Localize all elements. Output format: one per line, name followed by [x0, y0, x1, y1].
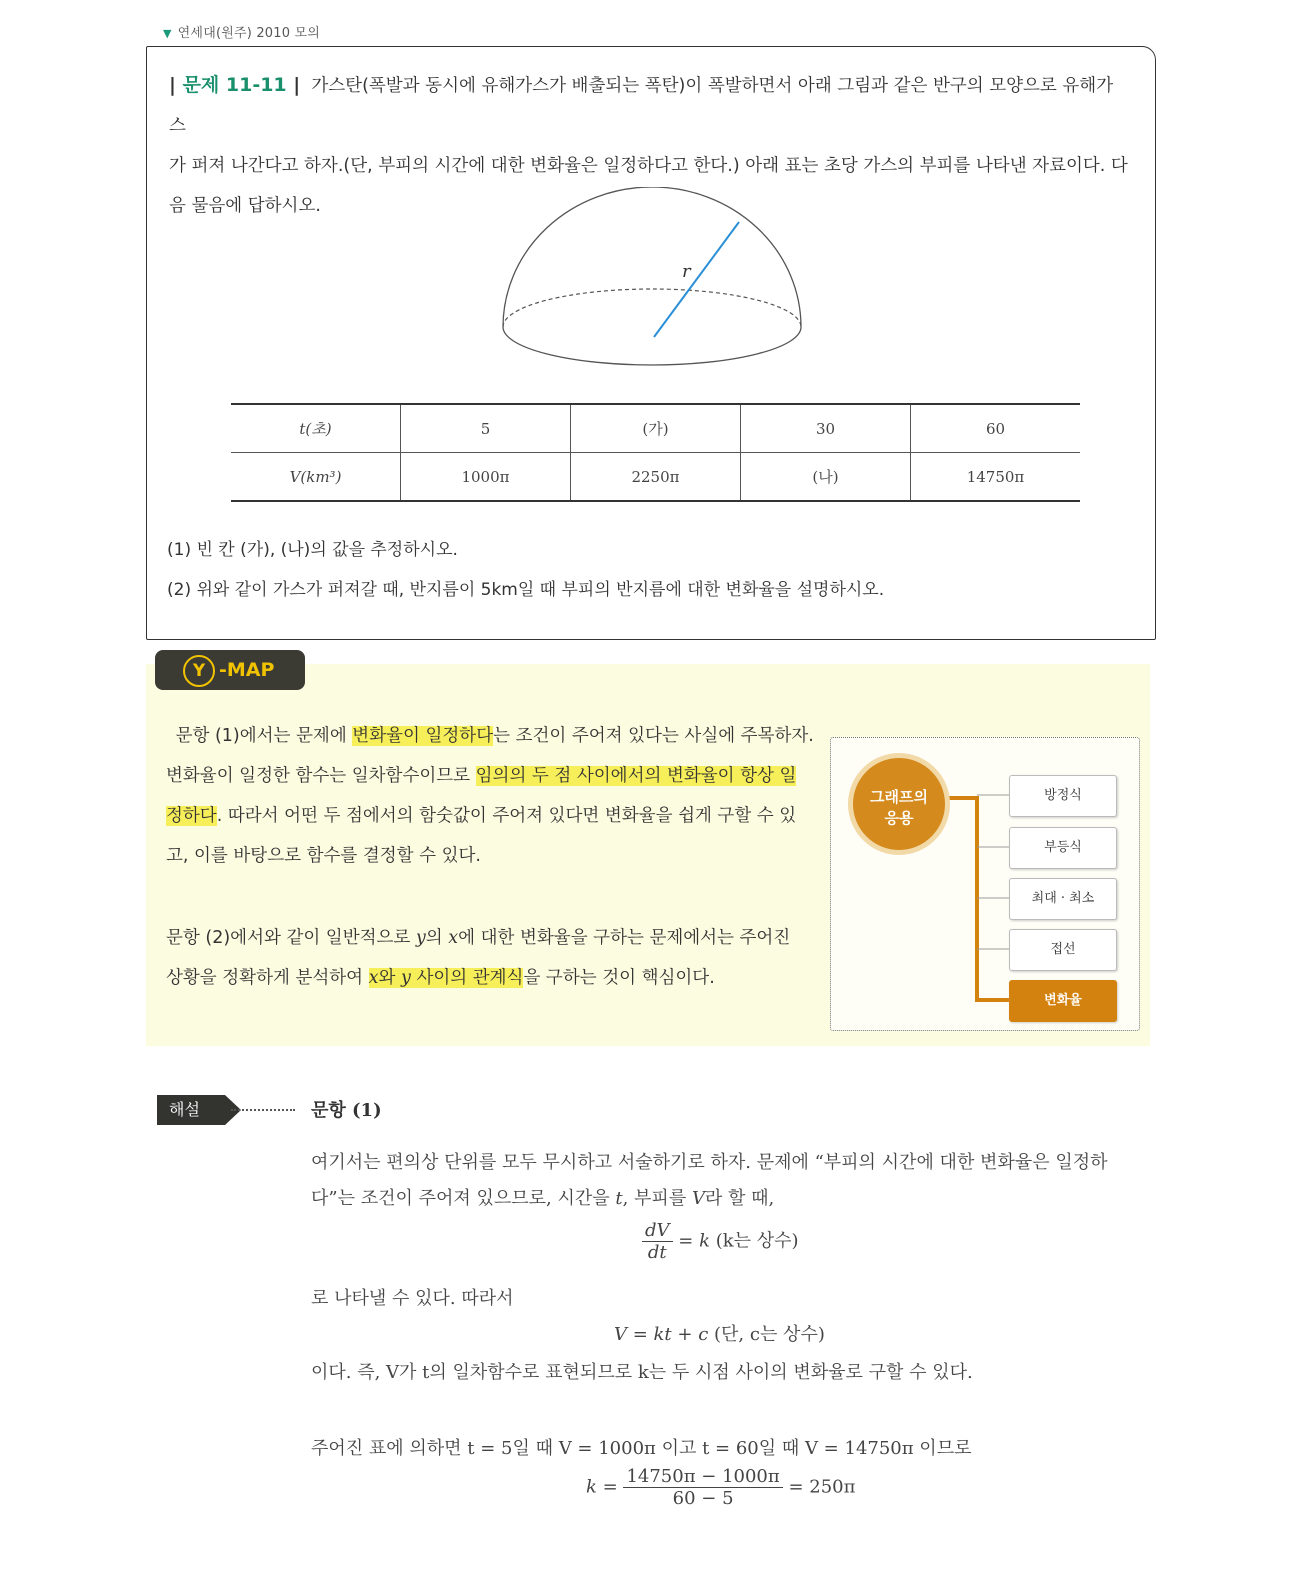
dotted-leader [231, 1109, 295, 1111]
data-table [231, 403, 1080, 502]
solution-line-3: 로 나타낼 수 있다. 따라서 [311, 1288, 514, 1309]
question-1: (1) 빈 칸 (가), (나)의 값을 추정하시오. [167, 540, 458, 560]
problem-line-1: 가스탄(폭발과 동시에 유해가스가 배출되는 폭탄)이 폭발하면서 아래 그림과 같은 반구의 모양으로 유해가스 [169, 76, 1114, 136]
solution-line-5: 주어진 표에 의하면 t = 5일 때 V = 1000π 이고 t = 60일 때 V = 14750π 이므로 [311, 1438, 972, 1459]
source-label [163, 22, 320, 41]
table-cell: 14750π [911, 453, 1081, 502]
ymap-paragraph-1: 문항 (1)에서는 문제에 변화율이 일정하다는 조건이 주어져 있다는 사실에 주목하자. 변화율이 일정한 함수는 일차함수이므로 임의의 두 점 사이에서의 변화율이 항상 일 정하다. 따라서 어떤 두 점에서의 함숫값이 주어져 있다면 변화율을 쉽게 구할 수 있 고, 이를 바탕으로 함수를 결정할 수 있다. [166, 726, 814, 866]
equation-1: $\frac{dV}{dt}$ = k (k는 상수) [642, 1220, 799, 1263]
table-cell: 2250π [571, 453, 741, 502]
highlight: x와 y 사이의 관계식 [368, 968, 524, 988]
equation-2: V = kt + c (단, c는 상수) [614, 1324, 825, 1345]
solution-heading: 문항 (1) [311, 1100, 382, 1121]
concept-map [830, 737, 1140, 1031]
solution-line-2: 다”는 조건이 주어져 있으므로, 시간을 t, 부피를 V라 할 때, [311, 1188, 775, 1209]
concept-node-tangent: 접선 [1009, 929, 1117, 971]
y-circle-icon: Y [183, 655, 215, 687]
question-2: (2) 위와 같이 가스가 퍼져갈 때, 반지름이 5km일 때 부피의 반지름에 대한 변화율을 설명하시오. [167, 580, 885, 600]
problem-label: | 문제 11-11 | [169, 74, 301, 96]
radius-label: r [682, 261, 691, 282]
concept-node-equation: 방정식 [1009, 775, 1117, 817]
hemisphere-figure [499, 187, 805, 373]
table-cell: (가) [571, 404, 741, 453]
ymap-label: -MAP [219, 659, 275, 681]
concept-node-max-min: 최대 · 최소 [1009, 878, 1117, 920]
table-row [231, 453, 1080, 502]
solution-tag: 해설 [157, 1095, 225, 1125]
equation-3: k = $\frac{14750\pi - 1000\pi}{60 - 5}$ = 250π [586, 1466, 856, 1509]
highlight: 임의의 두 점 사이에서의 변화율이 항상 일 [475, 766, 797, 786]
table-row [231, 404, 1080, 453]
table-cell: 30 [741, 404, 911, 453]
table-cell: V(km³) [231, 453, 401, 502]
solution-line-1: 여기서는 편의상 단위를 모두 무시하고 서술하기로 하자. 문제에 “부피의 시간에 대한 변화율은 일정하 [311, 1152, 1108, 1173]
problem-line-3: 음 물음에 답하시오. [169, 196, 321, 216]
table-cell: 5 [401, 404, 571, 453]
solution-line-4: 이다. 즉, V가 t의 일차함수로 표현되므로 k는 두 시점 사이의 변화율로 구할 수 있다. [311, 1362, 973, 1383]
concept-node-inequality: 부등식 [1009, 827, 1117, 869]
concept-node-rate-of-change: 변화율 [1009, 980, 1117, 1022]
ymap-paragraph-2: 문항 (2)에서와 같이 일반적으로 y의 x에 대한 변화율을 구하는 문제에서는 주어진 상황을 정확하게 분석하여 x와 y 사이의 관계식을 구하는 것이 핵심이다. [166, 928, 791, 988]
ymap-badge [155, 650, 305, 690]
table-cell: t(초) [231, 404, 401, 453]
problem-box [146, 46, 1156, 640]
table-cell: 1000π [401, 453, 571, 502]
highlight: 정하다 [166, 806, 217, 826]
concept-center: 그래프의 응용 [853, 758, 945, 850]
triangle-icon: ▼ [163, 27, 172, 40]
problem-line-2: 가 퍼져 나간다고 하자.(단, 부피의 시간에 대한 변화율은 일정하다고 한다.) 아래 표는 초당 가스의 부피를 나타낸 자료이다. 다 [169, 156, 1128, 176]
source-text: 연세대(원주) 2010 모의 [177, 26, 321, 41]
table-cell: (나) [741, 453, 911, 502]
table-cell: 60 [911, 404, 1081, 453]
highlight: 변화율이 일정하다 [352, 726, 494, 746]
